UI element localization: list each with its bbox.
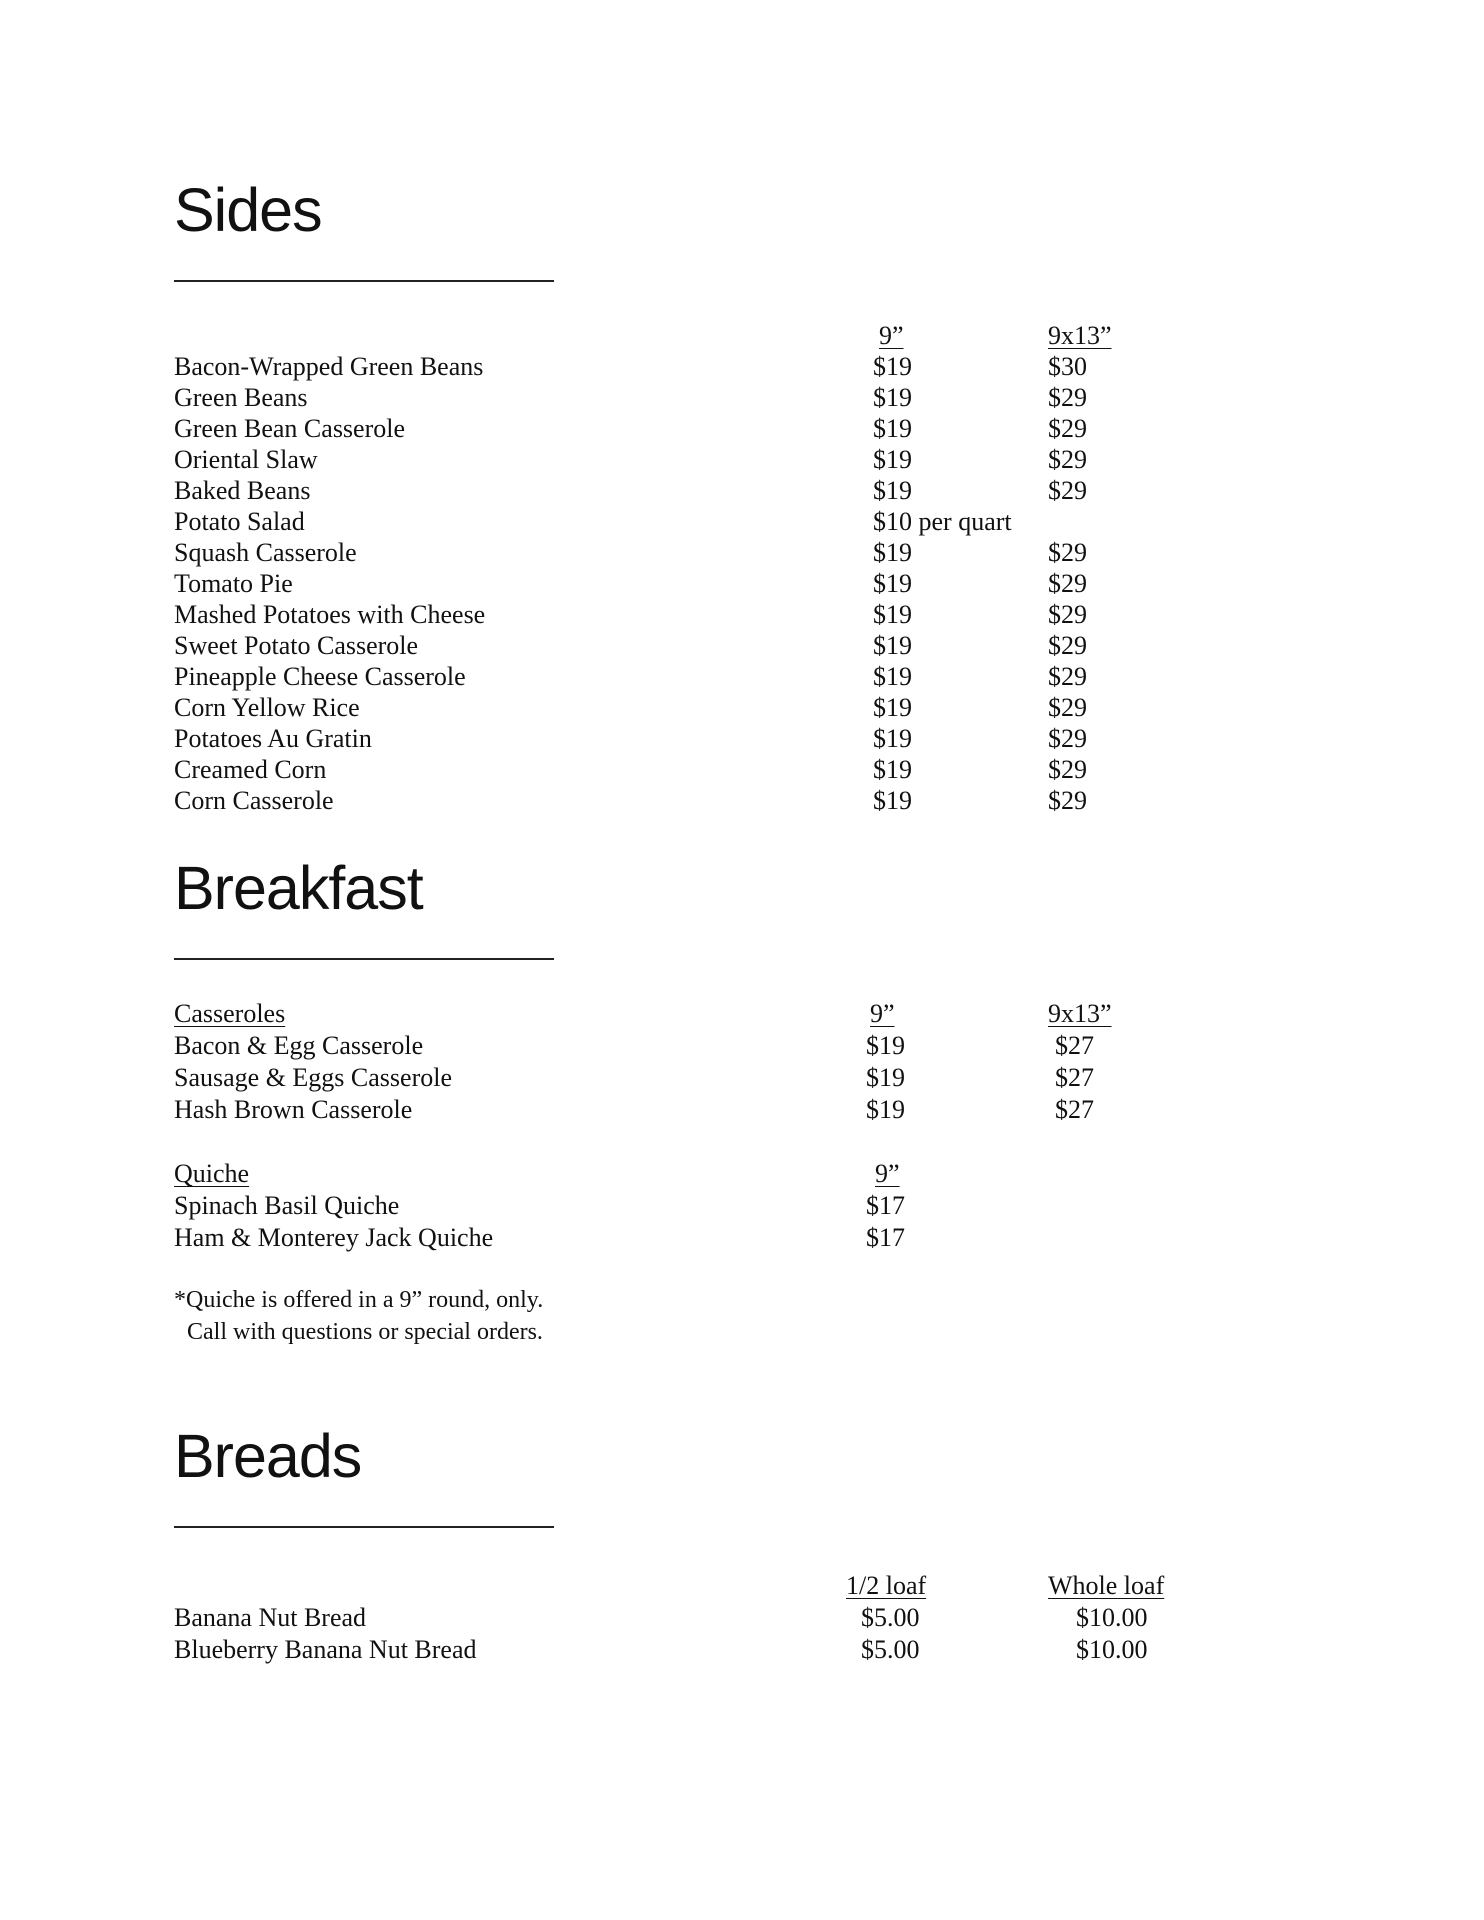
item-name: Corn Yellow Rice <box>174 693 360 722</box>
item-name: Mashed Potatoes with Cheese <box>174 600 486 629</box>
item-name: Bacon & Egg Casserole <box>174 1031 424 1060</box>
table-row <box>174 661 1274 692</box>
item-name: Potato Salad <box>174 507 305 536</box>
price-9in: $19 <box>866 1031 905 1060</box>
item-name: Potatoes Au Gratin <box>174 724 372 753</box>
price-9x13: $29 <box>1048 383 1087 412</box>
table-row <box>174 754 1274 785</box>
item-name: Green Bean Casserole <box>174 414 406 443</box>
price-9x13: $27 <box>1055 1063 1094 1092</box>
price-9in: $19 <box>873 693 912 722</box>
price-9x13: $29 <box>1048 476 1087 505</box>
price-9in: $19 <box>873 538 912 567</box>
sides-column-headers <box>174 320 1274 351</box>
table-row <box>174 630 1274 661</box>
price-9in: $10 per quart <box>873 507 1012 536</box>
price-9x13: $29 <box>1048 569 1087 598</box>
item-name: Green Beans <box>174 383 308 412</box>
table-row <box>174 692 1274 723</box>
breads-heading: Breads <box>174 1422 362 1490</box>
price-9x13: $29 <box>1048 538 1087 567</box>
price-9x13: $29 <box>1048 631 1087 660</box>
price-half-loaf: $5.00 <box>861 1635 920 1664</box>
price-9x13: $29 <box>1048 786 1087 815</box>
item-name: Creamed Corn <box>174 755 327 784</box>
price-9in: $19 <box>873 755 912 784</box>
price-9in: $19 <box>873 569 912 598</box>
table-row <box>174 723 1274 754</box>
item-name: Tomato Pie <box>174 569 293 598</box>
table-row <box>174 568 1274 599</box>
price-9x13: $29 <box>1048 662 1087 691</box>
breads-column-headers <box>174 1570 1274 1601</box>
table-row <box>174 1222 1274 1253</box>
price-9in: $19 <box>873 662 912 691</box>
price-9in: $17 <box>866 1191 905 1220</box>
sides-heading: Sides <box>174 176 322 244</box>
price-9x13: $29 <box>1048 445 1087 474</box>
item-name: Pineapple Cheese Casserole <box>174 662 466 691</box>
table-row <box>174 599 1274 630</box>
price-9x13: $29 <box>1048 600 1087 629</box>
item-name: Blueberry Banana Nut Bread <box>174 1635 477 1664</box>
item-name: Spinach Basil Quiche <box>174 1191 400 1220</box>
item-name: Bacon-Wrapped Green Beans <box>174 352 484 381</box>
item-name: Squash Casserole <box>174 538 357 567</box>
price-half-loaf: $5.00 <box>861 1603 920 1632</box>
sides-divider <box>174 280 554 282</box>
table-row <box>174 1190 1274 1221</box>
table-row <box>174 1094 1274 1125</box>
casseroles-label: Casseroles <box>174 999 286 1028</box>
item-name: Banana Nut Bread <box>174 1603 367 1632</box>
table-row <box>174 413 1274 444</box>
price-9x13: $30 <box>1048 352 1087 381</box>
price-9in: $19 <box>873 600 912 629</box>
breads-header-whole-loaf: Whole loaf <box>1048 1571 1165 1600</box>
price-9in: $19 <box>866 1063 905 1092</box>
price-9x13: $29 <box>1048 724 1087 753</box>
quiche-note-line-2: Call with questions or special orders. <box>187 1319 543 1345</box>
quiche-header-9in: 9” <box>875 1159 900 1188</box>
price-9x13: $29 <box>1048 755 1087 784</box>
table-row <box>174 1602 1274 1633</box>
price-9in: $19 <box>873 786 912 815</box>
table-row <box>174 1030 1274 1061</box>
price-9x13: $27 <box>1055 1095 1094 1124</box>
breads-header-half-loaf: 1/2 loaf <box>846 1571 927 1600</box>
price-9in: $19 <box>873 414 912 443</box>
table-row <box>174 1062 1274 1093</box>
item-name: Baked Beans <box>174 476 311 505</box>
table-row <box>174 506 1274 537</box>
table-row <box>174 785 1274 816</box>
item-name: Hash Brown Casserole <box>174 1095 413 1124</box>
sides-header-9x13: 9x13” <box>1048 321 1112 350</box>
casseroles-header-9x13: 9x13” <box>1048 999 1112 1028</box>
quiche-header-row <box>174 1158 1274 1189</box>
table-row <box>174 475 1274 506</box>
price-9in: $19 <box>873 724 912 753</box>
breakfast-divider <box>174 958 554 960</box>
price-whole-loaf: $10.00 <box>1076 1603 1148 1632</box>
item-name: Ham & Monterey Jack Quiche <box>174 1223 494 1252</box>
price-9in: $19 <box>873 476 912 505</box>
price-9in: $17 <box>866 1223 905 1252</box>
table-row <box>174 537 1274 568</box>
price-whole-loaf: $10.00 <box>1076 1635 1148 1664</box>
item-name: Oriental Slaw <box>174 445 318 474</box>
price-9in: $19 <box>873 352 912 381</box>
item-name: Sausage & Eggs Casserole <box>174 1063 453 1092</box>
casseroles-header-9in: 9” <box>870 999 895 1028</box>
price-9x13: $29 <box>1048 414 1087 443</box>
price-9in: $19 <box>866 1095 905 1124</box>
price-9x13: $29 <box>1048 693 1087 722</box>
quiche-label: Quiche <box>174 1159 250 1188</box>
price-9in: $19 <box>873 445 912 474</box>
item-name: Corn Casserole <box>174 786 334 815</box>
table-row <box>174 382 1274 413</box>
table-row <box>174 444 1274 475</box>
table-row <box>174 351 1274 382</box>
table-row <box>174 1634 1274 1665</box>
price-9x13: $27 <box>1055 1031 1094 1060</box>
casseroles-header-row <box>174 998 1274 1029</box>
sides-header-9in: 9” <box>879 321 904 350</box>
quiche-note-line-1: *Quiche is offered in a 9” round, only. <box>174 1287 544 1313</box>
item-name: Sweet Potato Casserole <box>174 631 419 660</box>
price-9in: $19 <box>873 383 912 412</box>
breakfast-heading: Breakfast <box>174 854 423 922</box>
price-9in: $19 <box>873 631 912 660</box>
breads-divider <box>174 1526 554 1528</box>
